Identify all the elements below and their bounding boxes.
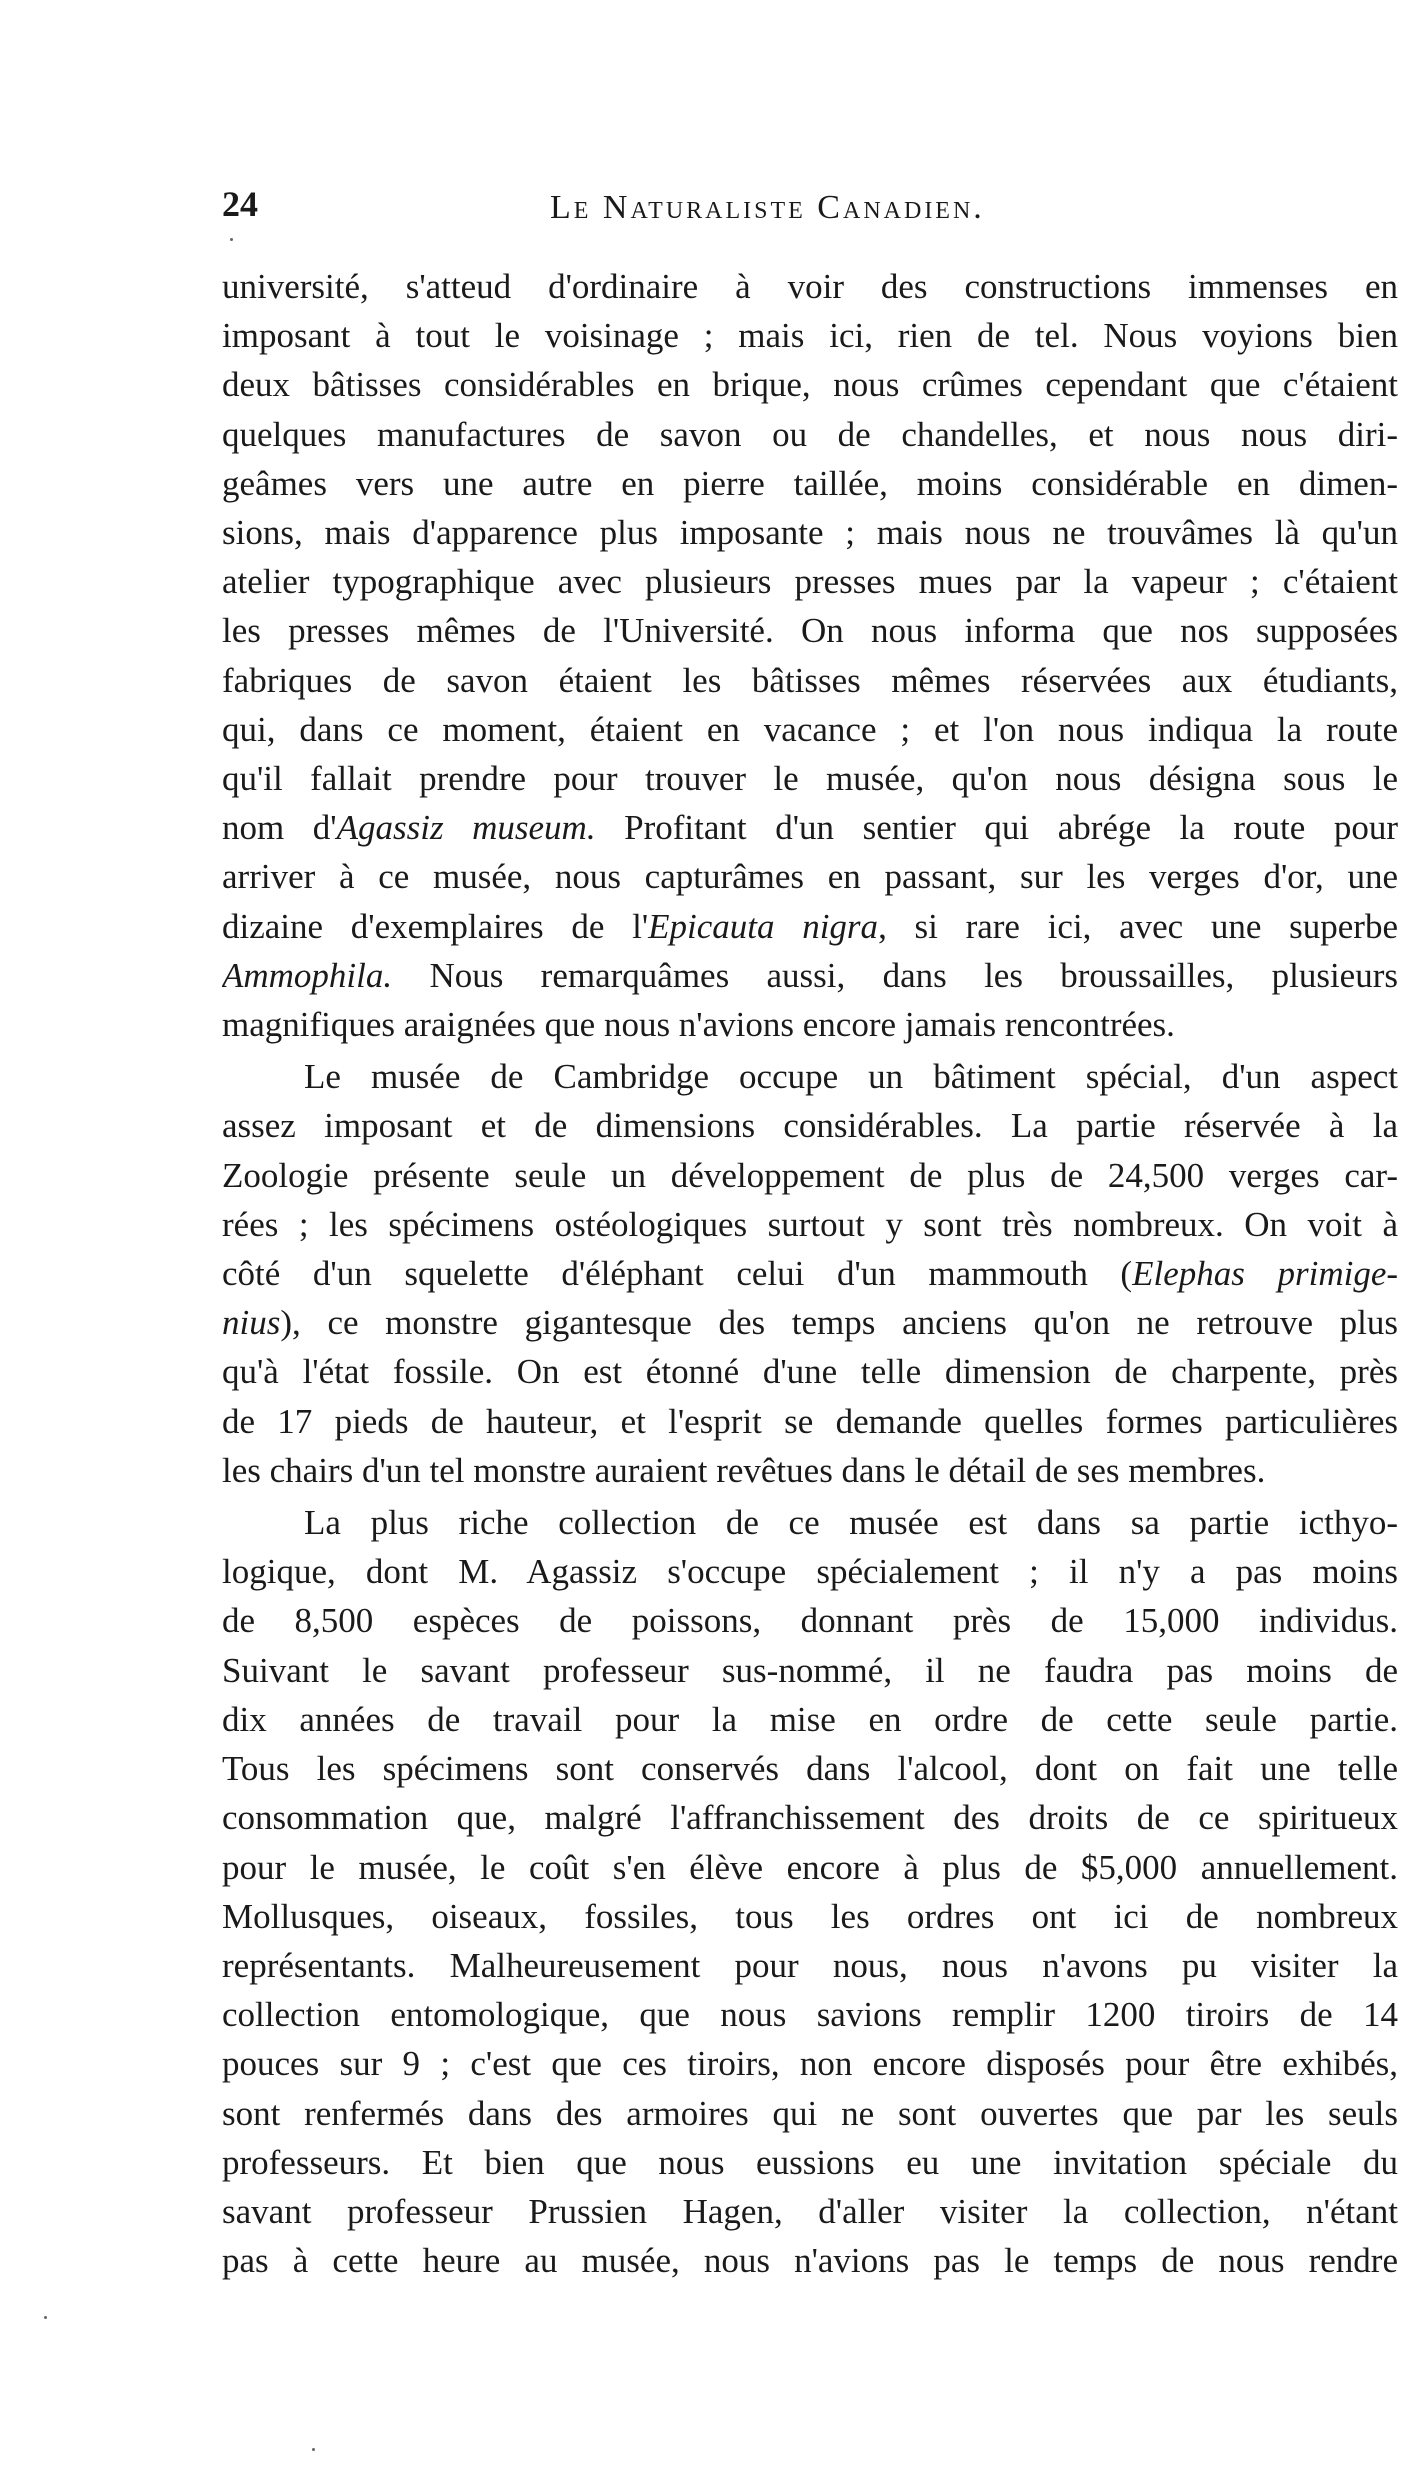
text-line: Suivant le savant professeur sus-nommé, il ne faudra pas moins de	[222, 1650, 1398, 1690]
text-line: les chairs d'un tel monstre auraient revêtues dans le détail de ses membres.	[222, 1450, 1266, 1490]
text-line: pour le musée, le coût s'en élève encore à plus de $5,000 annuellement.	[222, 1847, 1398, 1887]
text-line: de 8,500 espèces de poissons, donnant près de 15,000 individus.	[222, 1601, 1398, 1641]
text-line: côté d'un squelette d'éléphant celui d'un mammouth (Elephas primige-	[222, 1254, 1398, 1294]
text-line: savant professeur Prussien Hagen, d'aller visiter la collection, n'étant	[222, 2191, 1398, 2231]
text-line: université, s'atteud d'ordinaire à voir des constructions immenses en	[222, 267, 1398, 306]
text-line: les presses mêmes de l'Université. On nous informa que nos supposées	[222, 611, 1398, 651]
text-line: fabriques de savon étaient les bâtisses mêmes réservées aux étudiants,	[222, 660, 1398, 700]
text-line: nius), ce monstre gigantesque des temps anciens qu'on ne retrouve plus	[222, 1303, 1398, 1343]
text-line: dix années de travail pour la mise en ordre de cette seule partie.	[222, 1699, 1398, 1739]
text-line: Zoologie présente seule un développement de plus de 24,500 verges car-	[222, 1155, 1398, 1195]
text-line: sont renfermés dans des armoires qui ne sont ouvertes que par les seuls	[222, 2093, 1398, 2133]
text-line: représentants. Malheureusement pour nous, nous n'avons pu visiter la	[222, 1945, 1398, 1985]
text-line: dizaine d'exemplaires de l'Epicauta nigra, si rare ici, avec une superbe	[222, 906, 1398, 946]
page-number: 24	[222, 184, 258, 224]
italic-term: nius	[222, 1303, 281, 1343]
text-line: nom d'Agassiz museum. Profitant d'un sentier qui abrége la route pour	[222, 808, 1398, 848]
text-line: qu'à l'état fossile. On est étonné d'une telle dimension de charpente, près	[222, 1352, 1398, 1392]
text-line: geâmes vers une autre en pierre taillée, moins considérable en dimen-	[222, 463, 1398, 503]
text-line: logique, dont M. Agassiz s'occupe spécialement ; il n'y a pas moins	[222, 1552, 1398, 1592]
text-line: sions, mais d'apparence plus imposante ; mais nous ne trouvâmes là qu'un	[222, 513, 1398, 553]
text-line: qui, dans ce moment, étaient en vacance ; et l'on nous indiqua la route	[222, 709, 1398, 749]
text-line: collection entomologique, que nous savions remplir 1200 tiroirs de 14	[222, 1995, 1398, 2035]
italic-term: Elephas primige-	[1132, 1254, 1398, 1294]
italic-term: Agassiz museum.	[336, 808, 596, 848]
print-speck	[230, 238, 233, 241]
print-speck	[312, 2448, 315, 2451]
text-line: quelques manufactures de savon ou de chandelles, et nous nous diri-	[222, 414, 1398, 454]
text-line: Le musée de Cambridge occupe un bâtiment spécial, d'un aspect	[304, 1057, 1398, 1097]
text-line: Mollusques, oiseaux, fossiles, tous les ordres ont ici de nombreux	[222, 1896, 1398, 1936]
text-line: imposant à tout le voisinage ; mais ici, rien de tel. Nous voyions bien	[222, 316, 1398, 356]
body-text	[222, 262, 1398, 2285]
paragraph	[222, 262, 1398, 1049]
text-line: de 17 pieds de hauteur, et l'esprit se demande quelles formes particulières	[222, 1401, 1398, 1441]
text-line: Ammophila. Nous remarquâmes aussi, dans les broussailles, plusieurs	[222, 955, 1398, 995]
italic-term: Epicauta nigra	[648, 906, 879, 946]
text-line: Tous les spécimens sont conservés dans l'alcool, dont on fait une telle	[222, 1749, 1398, 1789]
running-head	[222, 183, 1398, 243]
journal-title: Le Naturaliste Canadien.	[550, 189, 985, 226]
text-line: pouces sur 9 ; c'est que ces tiroirs, non encore disposés pour être exhibés,	[222, 2044, 1398, 2084]
text-line: assez imposant et de dimensions considérables. La partie réservée à la	[222, 1106, 1398, 1146]
paragraph	[222, 1052, 1398, 1495]
italic-term: Ammophila.	[222, 955, 393, 995]
text-line: professeurs. Et bien que nous eussions eu une invitation spéciale du	[222, 2142, 1398, 2182]
text-line: magnifiques araignées que nous n'avions encore jamais rencontrées.	[222, 1005, 1175, 1045]
text-line: qu'il fallait prendre pour trouver le musée, qu'on nous désigna sous le	[222, 759, 1398, 799]
text-line: consommation que, malgré l'affranchissement des droits de ce spiritueux	[222, 1798, 1398, 1838]
paragraph	[222, 1498, 1398, 2285]
text-line: pas à cette heure au musée, nous n'avions pas le temps de nous rendre	[222, 2241, 1398, 2281]
text-line: La plus riche collection de ce musée est dans sa partie icthyo-	[304, 1503, 1398, 1543]
text-line: atelier typographique avec plusieurs presses mues par la vapeur ; c'étaient	[222, 562, 1398, 602]
text-line: arriver à ce musée, nous capturâmes en passant, sur les verges d'or, une	[222, 857, 1398, 897]
text-line: deux bâtisses considérables en brique, nous crûmes cependant que c'étaient	[222, 365, 1398, 405]
print-speck	[44, 2316, 47, 2319]
text-line: rées ; les spécimens ostéologiques surtout y sont très nombreux. On voit à	[222, 1204, 1398, 1244]
